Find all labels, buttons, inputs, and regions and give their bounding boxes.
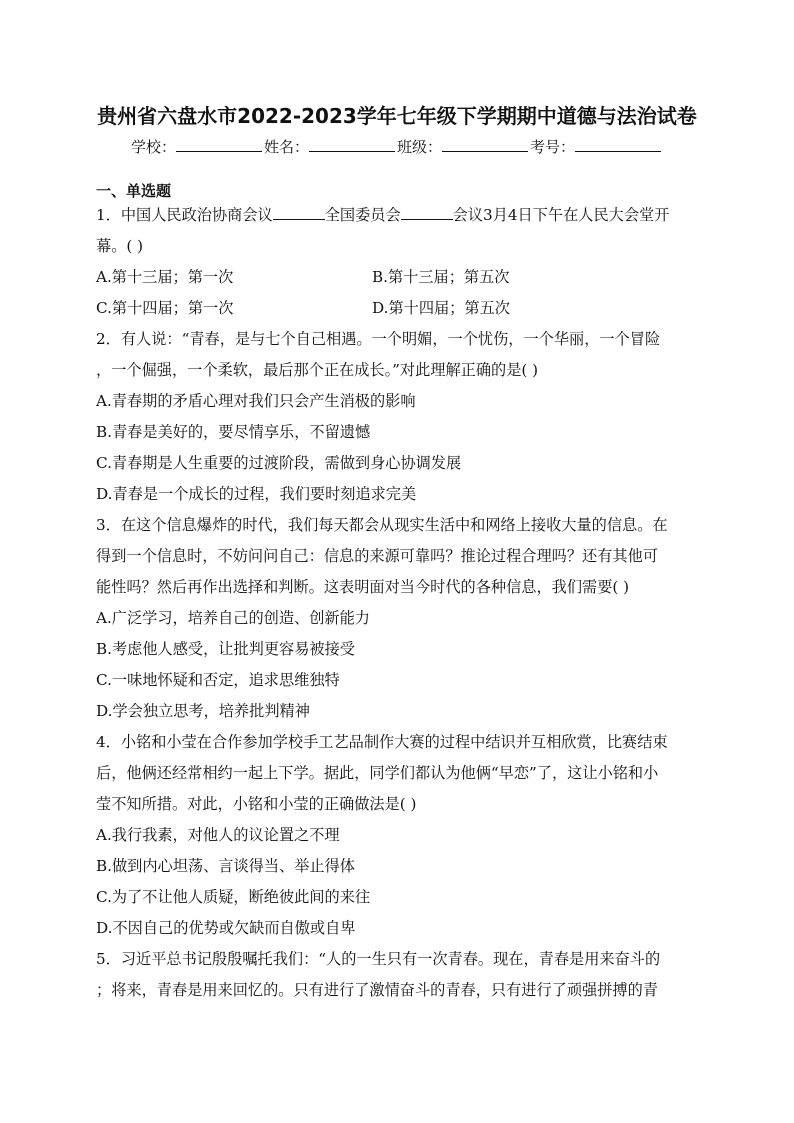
q2-stem-line: ，一个倔强，一个柔软，最后那个正在成长。”对此理解正确的是( ) — [96, 361, 539, 379]
q1-stem-line: 幕。( ) — [96, 237, 144, 255]
name-blank — [309, 137, 395, 152]
q1-text-part: 1．中国人民政治协商会议 — [96, 206, 273, 224]
number-blank — [575, 137, 661, 152]
name-label: 姓名： — [263, 138, 309, 156]
q4-option-d: D.不因自己的优势或欠缺而自傲或自卑 — [96, 919, 356, 937]
school-label: 学校： — [130, 138, 176, 156]
q1-option-d: D.第十四届；第五次 — [372, 299, 510, 317]
q4-option-c: C.为了不让他人质疑，断绝彼此间的来往 — [96, 888, 371, 906]
q4-stem-line: 莹不知所措。对此，小铭和小莹的正确做法是( ) — [96, 795, 417, 813]
question-list — [96, 205, 700, 1011]
q4-stem-line: 4．小铭和小莹在合作参加学校手工艺品制作大赛的过程中结识并互相欣赏，比赛结束 — [96, 733, 668, 751]
q2-option-a: A.青春期的矛盾心理对我们只会产生消极的影响 — [96, 392, 416, 410]
q1-text-part: 全国委员会 — [324, 206, 401, 224]
q3-stem-line: 能性吗？然后再作出选择和判断。这表明面对当今时代的各种信息，我们需要( ) — [96, 578, 630, 596]
q1-stem-line — [96, 205, 700, 236]
class-blank — [442, 137, 528, 152]
student-info-line — [0, 136, 794, 157]
q2-stem-line: 2．有人说：“青春，是与七个自己相遇。一个明媚，一个忧伤，一个华丽，一个冒险 — [96, 330, 661, 348]
q1-text-part: 会议3月4日下午在人民大会堂开 — [452, 206, 670, 224]
q5-stem-line: ；将来，青春是用来回忆的。只有进行了激情奋斗的青春，只有进行了顽强拼搏的青 — [96, 981, 658, 999]
q1-options-row — [96, 298, 700, 329]
q3-stem-line: 3．在这个信息爆炸的时代，我们每天都会从现实生活中和网络上接收大量的信息。在 — [96, 516, 668, 534]
q1-option-a: A.第十三届；第一次 — [96, 268, 234, 286]
number-label: 考号： — [530, 138, 576, 156]
q1-blank-2 — [401, 205, 453, 220]
q1-option-c: C.第十四届；第一次 — [96, 299, 234, 317]
q3-option-d: D.学会独立思考，培养批判精神 — [96, 702, 310, 720]
class-label: 班级： — [397, 138, 443, 156]
q1-option-b: B.第十三届；第五次 — [372, 268, 510, 286]
q1-blank-1 — [273, 205, 325, 220]
school-blank — [176, 137, 262, 152]
q2-option-c: C.青春期是人生重要的过渡阶段，需做到身心协调发展 — [96, 454, 462, 472]
q5-stem-line: 5．习近平总书记殷殷嘱托我们：“人的一生只有一次青春。现在，青春是用来奋斗的 — [96, 950, 661, 968]
q3-option-c: C.一味地怀疑和否定，追求思维独特 — [96, 671, 340, 689]
section-title: 一、单选题 — [96, 182, 172, 200]
q2-option-b: B.青春是美好的，要尽情享乐，不留遗憾 — [96, 423, 371, 441]
exam-title: 贵州省六盘水市2022-2023学年七年级下学期期中道德与法治试卷 — [97, 104, 697, 128]
q4-option-a: A.我行我素，对他人的议论置之不理 — [96, 826, 340, 844]
q2-option-d: D.青春是一个成长的过程，我们要时刻追求完美 — [96, 485, 417, 503]
q4-option-b: B.做到内心坦荡、言谈得当、举止得体 — [96, 857, 355, 875]
q3-option-a: A.广泛学习，培养自己的创造、创新能力 — [96, 609, 370, 627]
q4-stem-line: 后，他俩还经常相约一起上下学。据此，同学们都认为他俩“早恋”了，这让小铭和小 — [96, 764, 659, 782]
q3-stem-line: 得到一个信息时，不妨问问自己：信息的来源可靠吗？推论过程合理吗？还有其他可 — [96, 547, 658, 565]
q3-option-b: B.考虑他人感受，让批判更容易被接受 — [96, 640, 355, 658]
q1-options-row — [96, 267, 700, 298]
